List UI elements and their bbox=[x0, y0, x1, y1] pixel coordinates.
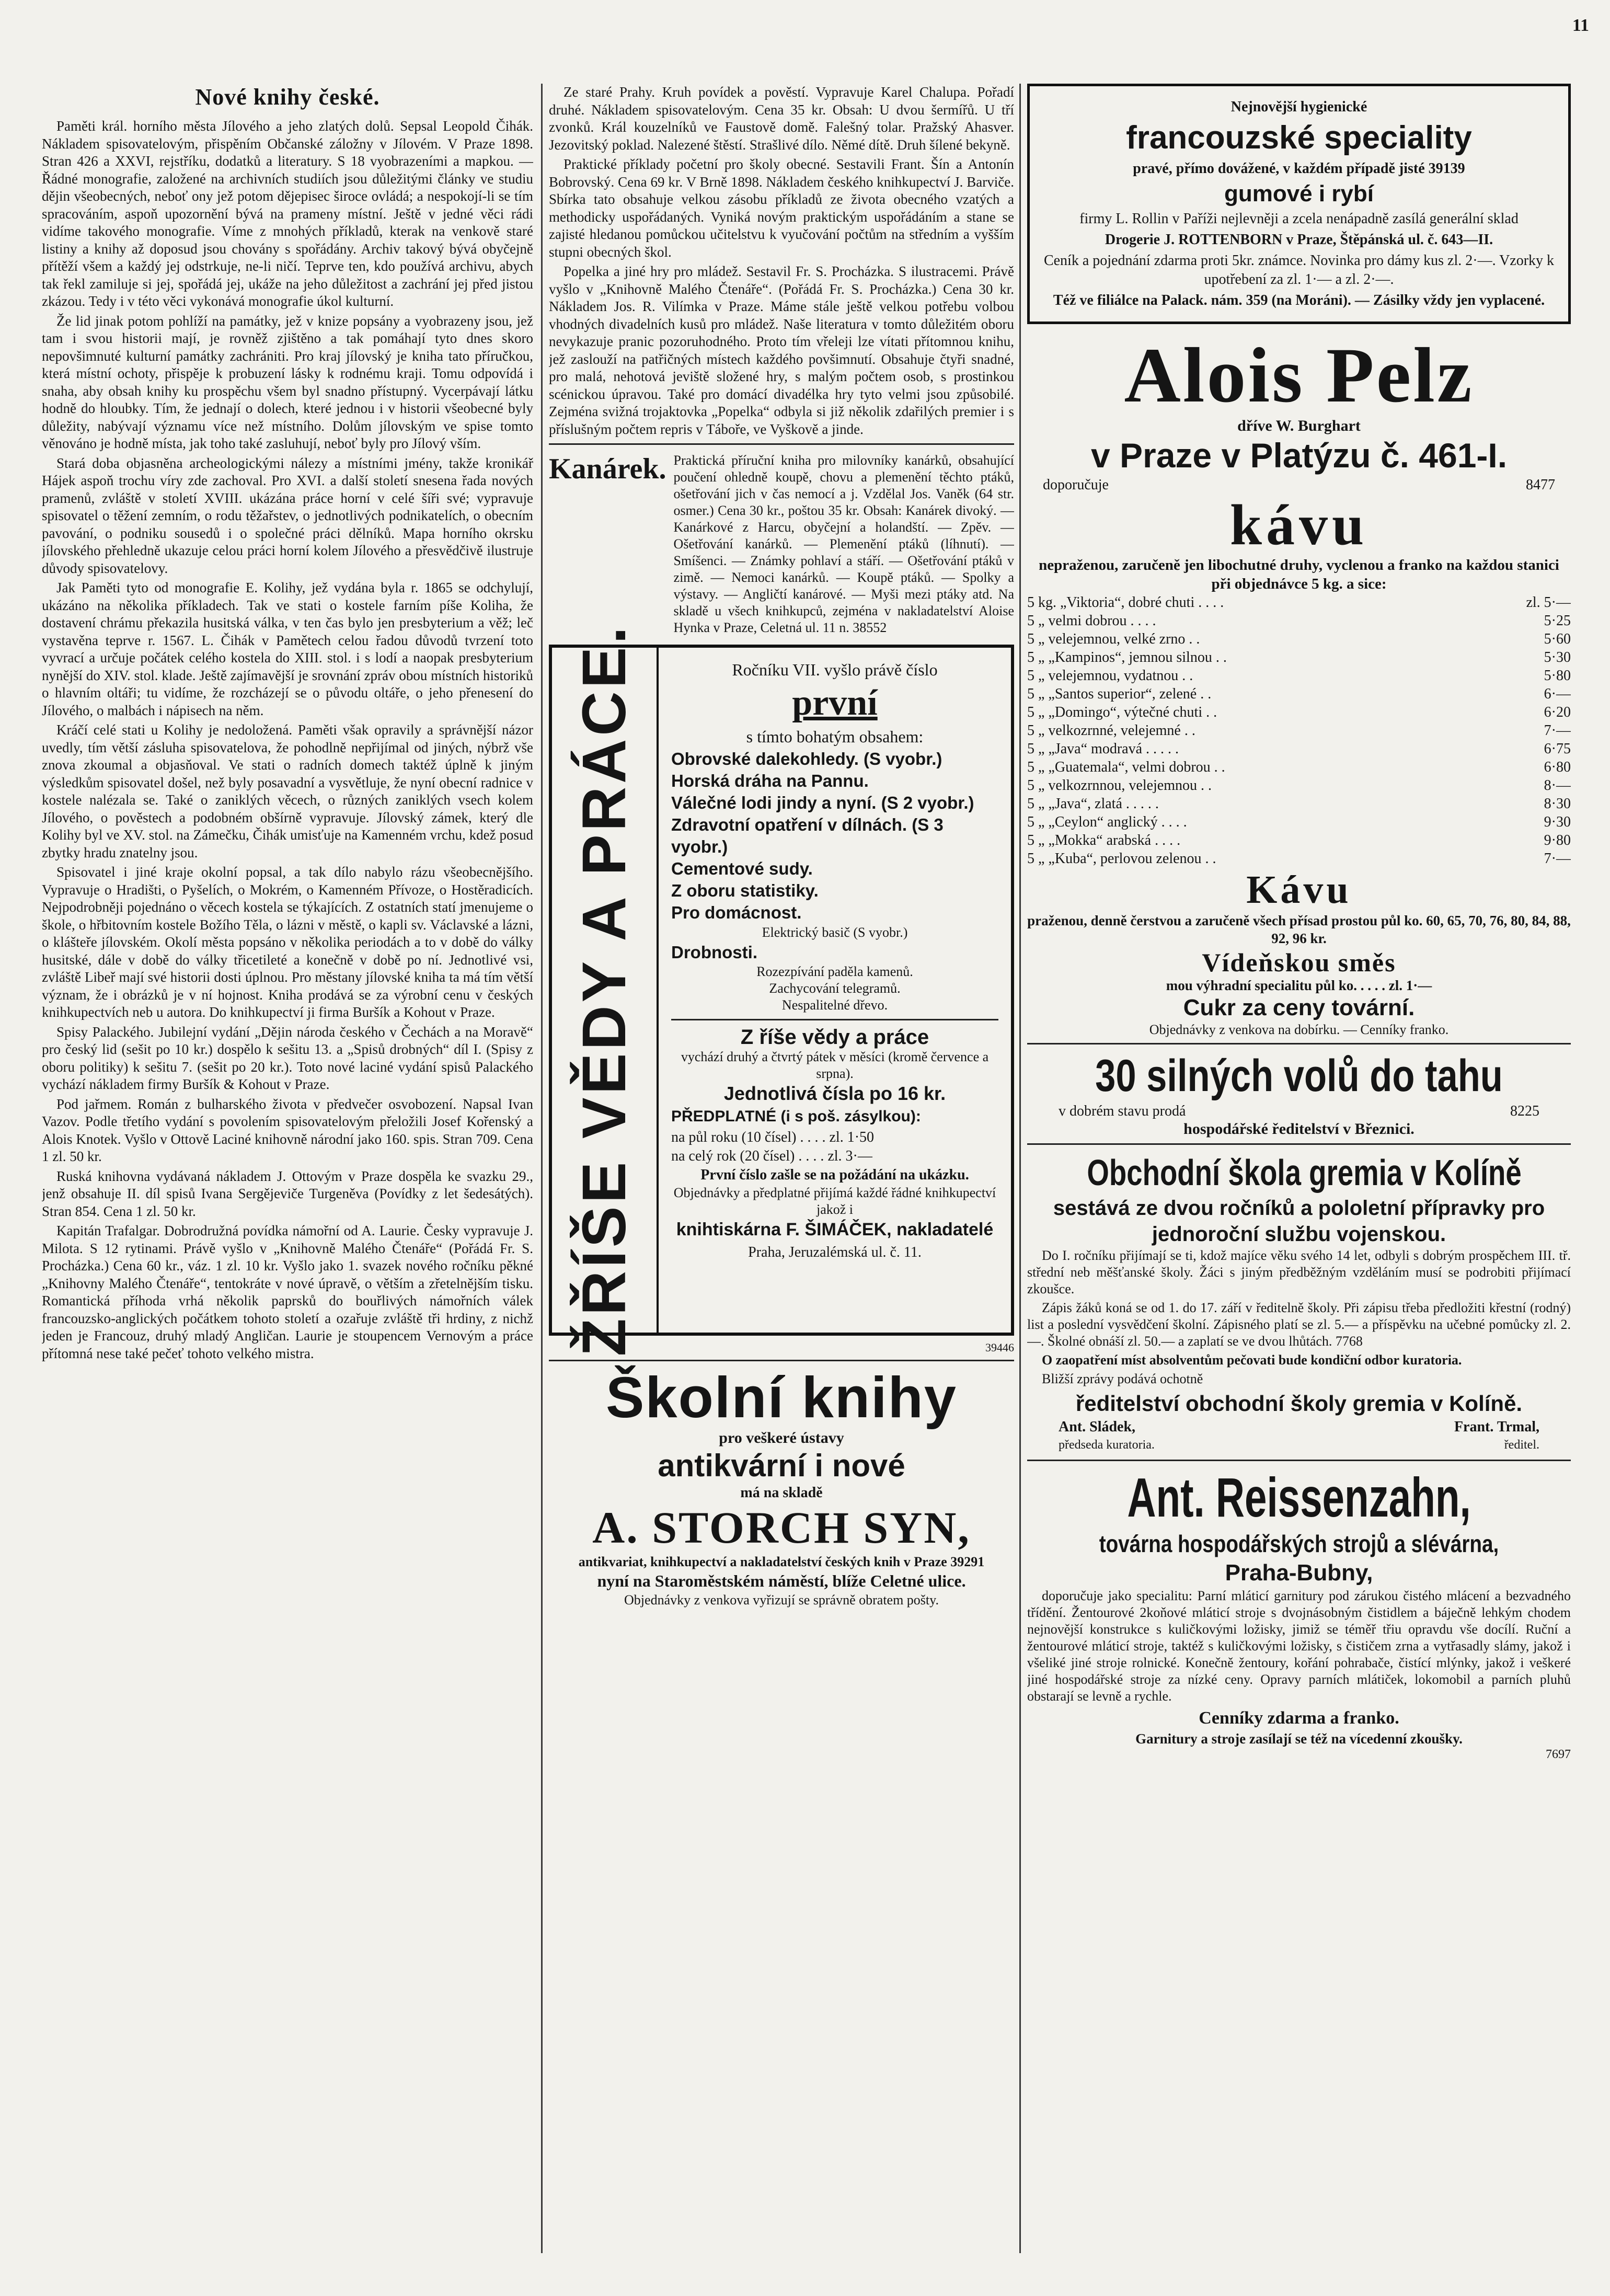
pelz-orders: Objednávky z venkova na dobírku. — Cenníky franko. bbox=[1149, 1022, 1449, 1037]
ad-pelz bbox=[1027, 334, 1571, 1038]
reiss-city: Praha-Bubny, bbox=[1225, 1560, 1373, 1586]
pelz-recommends: doporučuje bbox=[1043, 477, 1109, 493]
pelz-desc: nepraženou, zaručeně jen libochutné druhy, vyclenou a franko na každou stanici při objednávce 5 kg. a sice: bbox=[1039, 557, 1559, 592]
pelz-name: Alois Pelz bbox=[1124, 332, 1474, 419]
voli-row bbox=[1027, 1102, 1571, 1120]
reiss-name: Ant. Reissenzahn, bbox=[1127, 1467, 1471, 1529]
hyg-top: Nejnovější hygienické bbox=[1230, 99, 1367, 115]
price-row: 5 „ velejemnou, vydatnou . . 5·80 bbox=[1027, 668, 1571, 684]
pelz-kavu2: Kávu bbox=[1246, 868, 1352, 912]
price-row: 5 „ „Java“, zlatá . . . . . 8·30 bbox=[1027, 796, 1571, 812]
zrise-whole-year: na celý rok (20 čísel) . . . . zl. 3·— bbox=[671, 1148, 872, 1164]
pelz-rec-row bbox=[1027, 476, 1571, 494]
hyg-pricelist: Ceník a pojednání zdarma proti 5kr. známce. Novinka pro dámy kus zl. 2·—. Vzorky k upotřebení za zl. 1·— a zl. 2·—. bbox=[1043, 252, 1555, 288]
zrise-vertical-title: ŽŘÍŠE VĚDY A PRÁCE. bbox=[552, 648, 659, 1333]
divider bbox=[549, 1360, 1014, 1361]
column-divider bbox=[541, 84, 543, 2253]
price-row: 5 „ „Domingo“, výtečné chuti . . 6·20 bbox=[1027, 704, 1571, 720]
zrise-item: Drobnosti. bbox=[671, 943, 757, 962]
review-paragraph: Paměti král. horního města Jílového a jeho zlatých dolů. Sepsal Leopold Čihák. Nákladem spisovatelovým, přispěním Občanské záložny v Jílovém. V Praze 1898. Stran 426 a XXVI, rejstříku, dodatků a literatury. S 18 vyobrazeními a mapkou. — Řádné monografie, založené na archivních studiích jsou důležitými články ve studiu dějin všeobecných, neboť ony jež potom dějepisec široce ovládá; a nespokojí-li se tím spracováním, aspoň upozornění bývá na prameny místní. Ještě v jedné věci rádi vidíme takového monografie. Víme z mnohých příkladů, kterak na venkově staré listiny a knihy až doposud jsou chovány s spořádány. Archiv takový bývá obyčejně přítěží všem a každý jej odstrkuje, ne-li ničí. Teprve ten, kdo používá archivu, abych tak řekl zamiluje si jej, spořádá jej, ukáže na jeho důležitost a zachrání jej před jistou zkázou. Tedy i v této věci vykonává monografie úkol kulturní. bbox=[42, 118, 533, 309]
zrise-content-label: s tímto bohatým obsahem: bbox=[746, 727, 924, 746]
reiss-desc: továrna hospodářských strojů a slévárna, bbox=[1099, 1530, 1499, 1557]
zrise-half-year: na půl roku (10 čísel) . . . . zl. 1·50 bbox=[671, 1129, 875, 1145]
price-row: 5 „ „Santos superior“, zelené . . 6·— bbox=[1027, 686, 1571, 702]
zrise-item: Zdravotní opatření v dílnách. (S 3 vyobr.) bbox=[671, 815, 944, 856]
column-advertisements bbox=[1027, 84, 1571, 2253]
column-book-reviews bbox=[42, 84, 533, 2253]
zrise-frequency: vychází druhý a čtvrtý pátek v měsíci (kromě července a srpna). bbox=[681, 1049, 989, 1081]
pelz-kavu: kávu bbox=[1229, 493, 1368, 557]
price-row: 5 „ „Kuba“, perlovou zelenou . . 7·— bbox=[1027, 851, 1571, 867]
zrise-single-price: Jednotlivá čísla po 16 kr. bbox=[723, 1083, 946, 1104]
skola-text: Bližší zprávy podává ochotně bbox=[1042, 1371, 1203, 1386]
divider bbox=[1027, 1143, 1571, 1145]
divider bbox=[671, 1019, 998, 1020]
price-row: 5 kg. „Viktoria“, dobré chuti . . . . zl. 5·— bbox=[1027, 594, 1571, 611]
hyg-filiale: Též ve filiálce na Palack. nám. 359 (na Moráni). — Zásilky vždy jen vyplacené. bbox=[1053, 292, 1545, 308]
price-row: 5 „ „Guatemala“, velmi dobrou . . 6·80 bbox=[1027, 759, 1571, 775]
voli-sub: v dobrém stavu prodá bbox=[1059, 1103, 1186, 1119]
price-row: 5 „ velkozrnné, velejemné . . 7·— bbox=[1027, 722, 1571, 739]
hyg-title: francouzské speciality bbox=[1126, 120, 1472, 156]
zrise-item: Horská dráha na Pannu. bbox=[671, 771, 869, 790]
review-paragraph: Spisy Palackého. Jubilejní vydání „Dějin národa českého v Čechách a na Moravě“ pro český lid (sešit po 10 kr.) dospělo k sešitu 13. a „Spisů drobných“ díl I. (Spisy z oboru politiky) k sešitu 7. (sešit po 20 kr.). Toto nové laciné vydání spisů Palackého vychází nákladem firmy Buršík & Kohout v Praze. bbox=[42, 1024, 533, 1092]
hyg-drogerie: Drogerie J. ROTTENBORN v Praze, Štěpánská ul. č. 643—II. bbox=[1105, 232, 1493, 248]
review-paragraph: Ruská knihovna vydávaná nákladem J. Ottovým v Praze dospěla ke svazku 29., jenž obsahuje II. díl spisů Ivana Sergějeviče Turgeněva (Povídky z let šedesátých). Stran 854. Cena 1 zl. 50 kr. bbox=[42, 1168, 533, 1219]
hyg-gum: gumové i rybí bbox=[1224, 181, 1374, 206]
skolni-address: nyní na Staroměstském náměstí, blíže Celetné ulice. bbox=[597, 1571, 966, 1590]
price-row: 5 „ „Ceylon“ anglický . . . . 9·30 bbox=[1027, 814, 1571, 830]
reiss-pricelist: Cenníky zdarma a franko. bbox=[1199, 1708, 1399, 1728]
skolni-line: má na skladě bbox=[740, 1485, 823, 1501]
ad-code: 8225 bbox=[1510, 1103, 1539, 1119]
page-number: 11 bbox=[1572, 16, 1589, 35]
price-row: 5 „ „Mokka“ arabská . . . . 9·80 bbox=[1027, 832, 1571, 848]
skola-text: Do I. ročníku přijímají se ti, kdož majíce věku svého 14 let, odbyli s dobrým prospěchem III. tř. střední neb měšťanské školy. Žáci s jiným předběžným vzděláním musí se podrobiti přijímací zkoušce. bbox=[1027, 1248, 1571, 1296]
zrise-item: Cementové sudy. bbox=[671, 859, 813, 878]
zrise-number: první bbox=[792, 683, 878, 723]
skolni-line: antikvární i nové bbox=[658, 1448, 905, 1483]
ad-voli bbox=[1027, 1050, 1571, 1138]
divider bbox=[1027, 1460, 1571, 1461]
voli-title: 30 silných volů do tahu bbox=[1095, 1051, 1503, 1101]
review-paragraph: Ze staré Prahy. Kruh povídek a pověstí. Vypravuje Karel Chalupa. Pořadí druhé. Nákladem spisovatelovým. Cena 35 kr. Obsah: U dvou šermířů. U tří zvonků. Král kouzelníků ve Faustově domě. Falešný tolar. Pražský Ahasver. Jezovitský poklad. Nalezené štěstí. Strašlivé dílo. Němé dítě. Druh šílené bekyně. bbox=[549, 84, 1014, 153]
pelz-cukr: Cukr za ceny tovární. bbox=[1183, 995, 1415, 1020]
skolni-desc: antikvariat, knihkupectví a nakladatelství českých knih v Praze 39291 bbox=[578, 1554, 985, 1569]
price-row: 5 „ „Java“ modravá . . . . . 6·75 bbox=[1027, 741, 1571, 757]
reiss-text: doporučuje jako specialitu: Parní mláticí garnitury pod zárukou čistého mlácení a bezvadného třídění. Žentourové 2koňové mláticí stroje s dvojnásobným čistidlem a báječně lehkým chodem nejnovější konstrukce s kuličkovými ložisky, jimiž se téměř třiu opravdu vše docílí. Ruční a žentourové mláticí stroje, taktéž s kuličkovými ložisky, s čističem zrna a vytřasadly slámy, jakož i všeliké jiné stroje rolnické. Konečně žentoury, kořání pohrabače, čistící mlýnky, jakož i veškeré jiné hospodářské stroje za nízké ceny. Opravy parních mlátiček, lokomobil a parních pluhů obstarají se levně a rychle. bbox=[1027, 1588, 1571, 1704]
divider bbox=[1027, 1043, 1571, 1044]
coffee-price-list bbox=[1027, 593, 1571, 868]
zrise-title2: Z říše vědy a práce bbox=[740, 1026, 929, 1049]
zrise-item: Z oboru statistiky. bbox=[671, 881, 819, 900]
ad-skolni-knihy bbox=[549, 1367, 1014, 1609]
zrise-item: Obrovské dalekohledy. (S vyobr.) bbox=[671, 749, 942, 768]
ad-kanarek bbox=[549, 452, 1014, 636]
ad-obchodni-skola bbox=[1027, 1150, 1571, 1454]
review-paragraph: Spisovatel i jiné kraje okolní popsal, a tak dílo nabylo rázu všeobecnějšího. Vypravuje o Hradišti, o Pyšelích, o Mokrém, o Kamenném Přívoze, o Hostěradicích. Nejpodrobněji pojednáno o věcech kostela se týkajících. Z ostatních statí jmenujeme o škole, o hřbitovním kostele Božího Těla, o lázni v městě, o kapli sv. Václavské a lázni, o klášteře jílovském. Okolí města popsáno v několika periodách a to v době do války husitské, dále v době do války třicetileté a konečně v době po ní. Jednotlivé vsi, zvláště Libeř mají své historii dosti úplnou. Pro městany jílovské kniha ta má tím větší význam, že i obrázků je v ní hojnost. Kniha prodává se za výrobní cenu v českých knihkupectvích neb u autora. Do knihkupectví ji firma Buršík a Kohout v Praze. bbox=[42, 864, 533, 1020]
ad-hygienic bbox=[1027, 84, 1571, 324]
skolni-firm: A. STORCH SYN, bbox=[592, 1502, 971, 1553]
price-row: 5 „ velejemnou, velké zrno . . 5·60 bbox=[1027, 631, 1571, 647]
skola-text: Zápis žáků koná se od 1. do 17. září v ředitelně školy. Při zápisu třeba předložiti křestní (rodný) list a poslední vysvědčení školní. Zápisného platí se zl. 5.— a příspěvku na učebné pomůcky zl. 2.—. Školné obnáší zl. 50.— a zaplatí se ve dvou lhůtách. 7768 bbox=[1027, 1300, 1571, 1349]
price-row: 5 „ velkozrnnou, velejemnou . . 8·— bbox=[1027, 777, 1571, 794]
divider bbox=[549, 443, 1014, 445]
pelz-before: dříve W. Burghart bbox=[1237, 417, 1361, 434]
hyg-line: pravé, přímo dovážené, v každém případě jisté 39139 bbox=[1133, 160, 1465, 177]
ad-reissenzahn bbox=[1027, 1466, 1571, 1762]
skola-sub: sestává ze dvou ročníků a pololetní přípravky pro jednoroční službu vojenskou. bbox=[1053, 1197, 1545, 1246]
skolni-title: Školní knihy bbox=[606, 1365, 957, 1430]
voli-owner: hospodářské ředitelství v Březnici. bbox=[1183, 1120, 1414, 1138]
review-paragraph: Pod jařmem. Román z bulharského života v předvečer osvobození. Napsal Ivan Vazov. Podle třetího vydání s povolením spisovatelovým přeložili Josef Kořenský a Alois Knotek. Vyšlo v Ottově Laciné knihovně národní jako 160. spis. Stran 709. Cena 1 zl. 50 kr. bbox=[42, 1096, 533, 1164]
review-paragraph: Stará doba objasněna archeologickými nálezy a místními jmény, takže kronikář Hájek aspoň trochu víry zde zachoval. Pro XVI. a další století snesena řada nových pramenů, zvláště v století XVIII. ukázána práce horní v celé šíři své; vypravuje spisovatel o těžení zemním, o rodu těžařstev, o jednotlivých podnikatelích, o obecním pavování, o podniku sousedů i o společné práci dělníků. Mapa horního okrsku jílovského přehledně ukazuje celou práci horní kolem Jílového a přesvědčivě ilustruje důvody spisovatelovy. bbox=[42, 455, 533, 576]
newspaper-page bbox=[21, 10, 1589, 2284]
column-middle bbox=[549, 84, 1014, 2253]
column-divider bbox=[1019, 84, 1021, 2253]
zrise-item: Rozezpívání paděla kamenů. bbox=[756, 964, 913, 979]
reiss-footer: Garnitury a stroje zasílají se též na vícedenní zkoušky. bbox=[1135, 1731, 1463, 1747]
pelz-smes-desc: mou výhradní specialitu půl ko. . . . . zl. 1·— bbox=[1166, 978, 1432, 993]
ad-kanarek-text: Praktická příruční kniha pro milovníky kanárků, obsahující poučení ohledně koupě, chovu a plemenění těchto ptáků, ošetřování jich v čas nemocí a j. Vzdělal Jos. Vaněk (64 str. osmer.) Cena 30 kr., poštou 35 kr. Obsah: Kanárek divoký. — Kanárkové z Harcu, obyčejní a holandští. — Zpěv. — Ošetřování kanárků. — Plemenění ptáků (líhnutí). — Smíšenci. — Známky pohlaví a stáří. — Ošetřování ptáků v zimě. — Nemoci kanárků. — Koupě ptáků. — Spolky a výstavy. — Angličtí kanárové. — Myši mezi ptáky atd. Na skladě u všech knihkupců, zejména v nakladatelství Aloise Hynka v Praze, Celetná ul. 11 n. 38552 bbox=[673, 453, 1014, 635]
ad-code: 8477 bbox=[1526, 477, 1555, 493]
skola-sign: ředitelství obchodní školy gremia v Kolíně. bbox=[1075, 1391, 1523, 1416]
ad-code: 7697 bbox=[1546, 1748, 1571, 1761]
zrise-address: Praha, Jeruzalémská ul. č. 11. bbox=[748, 1244, 922, 1260]
hyg-firm: firmy L. Rollin v Paříži nejlevněji a zcela nenápadně zasílá generální sklad bbox=[1079, 211, 1519, 227]
skola-title: Obchodní škola gremia v Kolíně bbox=[1087, 1152, 1522, 1193]
zrise-item: Nespalitelné dřevo. bbox=[781, 997, 888, 1013]
zrise-subscription: PŘEDPLATNÉ (i s poš. zásylkou): bbox=[671, 1108, 921, 1125]
review-paragraph: Kapitán Trafalgar. Dobrodružná povídka námořní od A. Laurie. Česky vypravuje J. Milota. S 12 rytinami. Právě vyšlo v „Knihovně Malého Čtenáře“ (Pořádá Fr. S. Procházka.) Cena 60 kr., váz. 1 zl. 10 kr. Vyšlo jako 1. svazek nového ročníku pěkné „Knihovny Malého Čtenáře“, tentokráte v nové úpravě, o větším a zřetelnějším tisku. Romantická příhoda vrhá několik paprsků do bouřlivých námořních válek francouzsko-anglických počátkem tohoto století a ozařuje zvláště tři hrdiny, z nichž jeden je Francouz, druhý mladý Angličan. Laurie je stoupencem Vernovým a práce přítomná nese také pečeť tohoto velkého mistra. bbox=[42, 1223, 533, 1361]
review-paragraph: Že lid jinak potom pohlíží na památky, jež v knize popsány a vyobrazeny jsou, jež tam i svou historii mají, je rovněž zjištěno a tak pomáhají tyto dnes skoro nepovšimnuté kulturní památky zachrániti. Pro kraj jílovský je kniha tato příručkou, která místní ochoty, přispěje k probuzení lásky k rodnému kraji. Tomu odpovídá i snaha, aby obsah knihy ku prospěchu všem byl snadno přístupný. Vycerpávají látku hodně do hloubky. Tím, že jednají o dolech, které jednou i v historii všeobecné byly důležity, nabývají významu více než místního. Dolům jílovským ve spise tomto věnováno je hodně místa, jak toho také zasluhují, neboť byly pro Jílový vším. bbox=[42, 313, 533, 451]
ad-kanarek-title: Kanárek. bbox=[549, 453, 666, 485]
pelz-address: v Praze v Platýzu č. 461-I. bbox=[1090, 436, 1508, 475]
zrise-item: Válečné lodi jindy a nyní. (S 2 vyobr.) bbox=[671, 793, 974, 812]
zrise-printer: knihtiskárna F. ŠIMÁČEK, nakladatelé bbox=[676, 1220, 994, 1239]
zrise-body bbox=[659, 648, 1011, 1333]
price-row: 5 „ „Kampinos“, jemnou silnou . . 5·30 bbox=[1027, 649, 1571, 665]
zrise-item: Pro domácnost. bbox=[671, 903, 802, 922]
ad-code: 39446 bbox=[985, 1341, 1014, 1354]
zrise-item: Zachycování telegramů. bbox=[769, 981, 901, 996]
zrise-sample: První číslo zašle se na požádání na ukázku. bbox=[700, 1167, 969, 1183]
review-paragraph: Popelka a jiné hry pro mládež. Sestavil Fr. S. Procházka. S ilustracemi. Právě vyšlo v „Knihovně Malého Čtenáře“. (Pořádá Fr. S. Procházka.) Cena 30 kr. Nákladem Jos. R. Vilímka v Praze. Máme stále ještě velkou potřebu volbou vhodných divadelních kusů pro mládež. Naše literatura v tomto důležitém oboru nevykazuje pranic pozoruhodného. Proto tím vřeleji lze vítati přítomnou knihu, jež zaslouží na patřičných místech každého povšimnutí. Obsahuje čtyři snadné, pro malá, nehotová jeviště složené hry, s malým počtem osob, s prostinkou scénickou úpravou. Také pro domácí divadélka hry tyto velmi jsou způsobilé. Zejména svižná trojaktovka „Popelka“ odbyla si již několik zdařilých premier i s příslušným počtem repris v Táboře, ve Vyškově a jinde. bbox=[549, 263, 1014, 437]
skola-names: Ant. Sládek, Frant. Trmal, bbox=[1059, 1419, 1539, 1435]
review-paragraph: Praktické příklady početní pro školy obecné. Sestavili Frant. Šín a Antonín Bobrovský. Cena 69 kr. V Brně 1898. Nákladem českého knihkupectví J. Barviče. Sbírka tato obsahuje velkou zásobu příkladů ze života obecného vzatých a methodicky uspořádaných. Vyniká novým praktickým uspořádáním a stane se zajisté hledanou pomůckou učitelstvu k vyučování počtům na středním a vyšším stupni obecných škol. bbox=[549, 156, 1014, 260]
pelz-desc2: praženou, denně čerstvou a zaručeně všech přísad prostou půl ko. 60, 65, 70, 76, 80, 84, 88, 92, 96 kr. bbox=[1027, 913, 1571, 946]
review-paragraph: Jak Paměti tyto od monografie E. Kolihy, jež vydána byla r. 1865 se odchylují, ukázáno na několika příkladech. Tak ve stati o kostele farním píše Koliha, že dostavení chrámu překazila husitská válka, v ten čas bylo jen presbyterium a věž; leč vystavěna teprve r. 1567. L. Čihák v Pamětech celou řadou důvodů tvrzení toto vyvrací a určuje počátek celého kostela do XIII. stol. i s lodí a naopak presbyterium nynější do XIV. stol. klade. Ještě zajímavější je srovnání zpráv obou místních historiků o hlavním oltáři; tu vidíme, že rozcházejí se o původu oltáře, o jeho přenesení do Jílového, o malbách i nápisech na něm. bbox=[42, 580, 533, 718]
zrise-intro: Ročníku VII. vyšlo právě číslo bbox=[732, 660, 938, 679]
section-title: Nové knihy české. bbox=[195, 84, 380, 110]
review-paragraph: Kráčí celé stati u Kolihy je nedoložená. Paměti však opravily a správnější názor uvedly, tím větší zásluha spisovatelova, že pohodlně nepřijímal od jiných, nýbrž vše znova zkoumal a objasňoval. Ve stati o radních domech taktéž úplně k jiným výsledkům spisovatel došel, než byly posavadní a vysvětluje, že nyní obecní radnice v kostele nalézala se. Také o zaniklých věcech, o různých zaniklých vsech kolem Jílového, o pověstech a podobném obšírně vypravuje. Jílovský zámek, který dle Kolihy byl ve XV. stol. na Zámečku, Čihák umisťuje na Kamenném vrchu, kdež posud zbytky hradu znatelny jsou. bbox=[42, 722, 533, 860]
zrise-orders: Objednávky a předplatné přijímá každé řádné knihkupectví jakož i bbox=[673, 1185, 996, 1217]
zrise-item: Elektrický basič (S vyobr.) bbox=[762, 925, 908, 940]
price-row: 5 „ velmi dobrou . . . . 5·25 bbox=[1027, 613, 1571, 629]
skolni-footer: Objednávky z venkova vyřizují se správně obratem pošty. bbox=[624, 1592, 939, 1608]
pelz-smes: Vídeňskou směs bbox=[1202, 948, 1396, 977]
skolni-line: pro veškeré ústavy bbox=[719, 1429, 844, 1447]
skola-roles: předseda kuratoria. ředitel. bbox=[1059, 1438, 1539, 1452]
skola-text: O zaopatření míst absolventům pečovati bude kondiční odbor kuratoria. bbox=[1042, 1352, 1462, 1368]
